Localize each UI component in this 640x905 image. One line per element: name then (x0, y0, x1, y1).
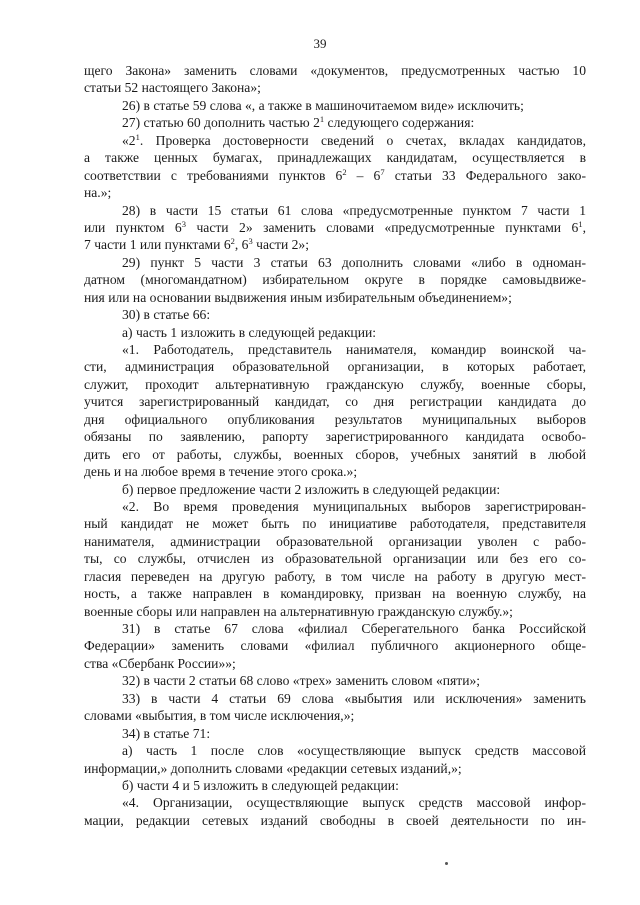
text-line (84, 306, 586, 323)
document-body (84, 62, 586, 829)
text-line (84, 271, 586, 288)
text-line (84, 219, 586, 236)
text-run: б) первое предложение части 2 изложить в следующей редакции: (122, 481, 501, 497)
superscript: 7 (380, 166, 385, 177)
text-run: части 2» заменить словами «предусмотренные пунктами 6 (185, 219, 579, 235)
text-line (84, 341, 586, 358)
text-run: «1. Работодатель, представитель нанимателя, командир воинской ча- (122, 342, 586, 357)
text-run: нанимателя, администрации образовательной организации уволен с рабо- (84, 533, 586, 549)
superscript: 3 (248, 236, 253, 247)
text-run: обязаны по заявлению, рапорту зарегистрированного кандидата освобо- (84, 429, 586, 445)
text-run: . Проверка достоверности сведений о счетах, вкладах кандидатов, (139, 132, 586, 148)
text-line (84, 184, 586, 201)
text-run: б) части 4 и 5 изложить в следующей редакции: (122, 777, 399, 793)
text-line (84, 794, 586, 811)
text-line (84, 393, 586, 410)
text-line (84, 603, 586, 620)
text-line (84, 498, 586, 515)
text-line (84, 358, 586, 375)
text-run: информации,» дополнить словами «редакции сетевых изданий,»; (84, 760, 462, 776)
superscript: 1 (319, 114, 325, 125)
superscript: 3 (181, 218, 186, 229)
text-line (84, 62, 586, 79)
text-run: ты, со службы, отчислен из образовательной организации или без его со- (84, 551, 586, 567)
text-run: 31) в статье 67 слова «филиал Сберегательного банка Российской (122, 621, 586, 636)
text-run: на.»; (84, 185, 112, 201)
text-run: ства «Сбербанк России»»; (84, 655, 236, 671)
text-line (84, 167, 586, 184)
superscript: 1 (578, 218, 583, 229)
text-line (84, 533, 586, 550)
text-run: датном (многомандатном) избирательном округе в порядке самовыдвиже- (84, 272, 586, 288)
text-run: части 2»; (252, 237, 310, 253)
text-run: соответствии с требованиями пунктов 6 (84, 167, 343, 183)
text-run: дить его от работы, службы, военных сборов, учебных занятий в любой (84, 446, 586, 462)
text-line (84, 672, 586, 689)
text-run: «4. Организации, осуществляющие выпуск средств массовой инфор- (122, 795, 586, 811)
text-run: статьи 33 Федерального зако- (384, 167, 586, 183)
text-line (84, 376, 586, 393)
text-run: или пунктом 6 (84, 219, 182, 235)
text-line (84, 742, 586, 759)
text-run: 27) статью 60 дополнить частью 2 (122, 115, 320, 131)
text-run: 28) в части 15 статьи 61 слова «предусмотренные пунктом 7 части 1 (122, 202, 586, 218)
text-run: а) часть 1 после слов «осуществляющие выпуск средств массовой (122, 743, 586, 759)
text-line (84, 655, 586, 672)
text-line (84, 725, 586, 742)
text-run: ния или на основании выдвижения иным избирательным объединением»; (84, 289, 512, 305)
text-run: – 6 (346, 167, 381, 183)
text-line (84, 620, 586, 637)
text-run: а также ценных бумагах, принадлежащих кандидатам, осуществляется в (84, 150, 586, 166)
text-run: «2 (122, 132, 136, 148)
text-line (84, 585, 586, 602)
page-number: 39 (313, 36, 327, 51)
text-run: словами «выбытия, в том числе исключения,»; (84, 708, 355, 724)
text-run: статьи 52 настоящего Закона»; (84, 80, 261, 96)
text-line (84, 515, 586, 532)
text-run: 33) в части 4 статьи 69 слова «выбытия или исключения» заменить (122, 690, 586, 706)
text-run: военные сборы или направлен на альтернативную гражданскую службу.»; (84, 603, 513, 619)
text-line (84, 202, 586, 219)
text-run: 32) в части 2 статьи 68 слово «трех» заменить словом «пяти»; (122, 673, 481, 689)
text-line (84, 254, 586, 271)
superscript: 2 (230, 236, 235, 247)
text-line (84, 446, 586, 463)
text-run: «2. Во время проведения муниципальных выборов зарегистрирован- (122, 498, 586, 514)
superscript: 2 (342, 166, 347, 177)
text-run: 30) в статье 66: (122, 307, 211, 323)
text-run: 26) в статье 59 слова «, а также в машиночитаемом виде» исключить; (122, 97, 524, 113)
text-line (84, 481, 586, 498)
text-line (84, 760, 586, 777)
text-run: а) часть 1 изложить в следующей редакции: (122, 324, 377, 340)
text-run: служит, проходит альтернативную гражданскую службу, военные сборы, (84, 376, 586, 392)
text-run: учится зарегистрированный кандидат, со дня регистрации кандидата до (84, 394, 586, 410)
text-line (84, 637, 586, 654)
text-line (84, 568, 586, 585)
text-run: щего Закона» заменить словами «документов, предусмотренных частью 10 (84, 63, 586, 78)
text-line (84, 707, 586, 724)
text-run: гласия переведен на другую работу, в том числе на работу в другую мест- (84, 568, 586, 584)
text-run: 29) пункт 5 части 3 статьи 63 дополнить словами «либо в одноман- (122, 254, 586, 270)
text-line (84, 463, 586, 480)
superscript: 1 (135, 131, 140, 142)
text-run: 7 части 1 или пунктами 6 (84, 237, 231, 253)
text-line (84, 149, 586, 166)
text-run: следующего содержания: (324, 115, 475, 131)
text-line (84, 236, 586, 253)
text-run: ный кандидат не может быть по инициативе работодателя, представителя (84, 516, 586, 532)
text-line (84, 550, 586, 567)
text-line (84, 97, 586, 114)
text-run: сти, администрация образовательной организации, в которых работает, (84, 359, 586, 375)
text-run: мации, редакции сетевых изданий свободны в своей деятельности по ин- (84, 812, 586, 828)
text-line (84, 812, 586, 829)
text-line (84, 428, 586, 445)
text-line (84, 324, 586, 341)
text-run: дня официального опубликования результатов муниципальных выборов (84, 411, 586, 427)
scan-speck (445, 862, 448, 865)
text-run: день и на любое время в течение этого срока.»; (84, 464, 358, 480)
text-run: , 6 (234, 237, 249, 253)
text-line (84, 132, 586, 149)
text-run: , (582, 219, 586, 235)
text-line (84, 289, 586, 306)
text-run: Федерации» заменить словами «филиал публичного акционерного обще- (84, 638, 586, 654)
text-line (84, 411, 586, 428)
text-line (84, 79, 586, 96)
text-line (84, 690, 586, 707)
text-line (84, 777, 586, 794)
text-run: ность, а также направлен в командировку, призван на военную службу, на (84, 586, 586, 602)
text-run: 34) в статье 71: (122, 725, 211, 741)
text-line (84, 114, 586, 131)
